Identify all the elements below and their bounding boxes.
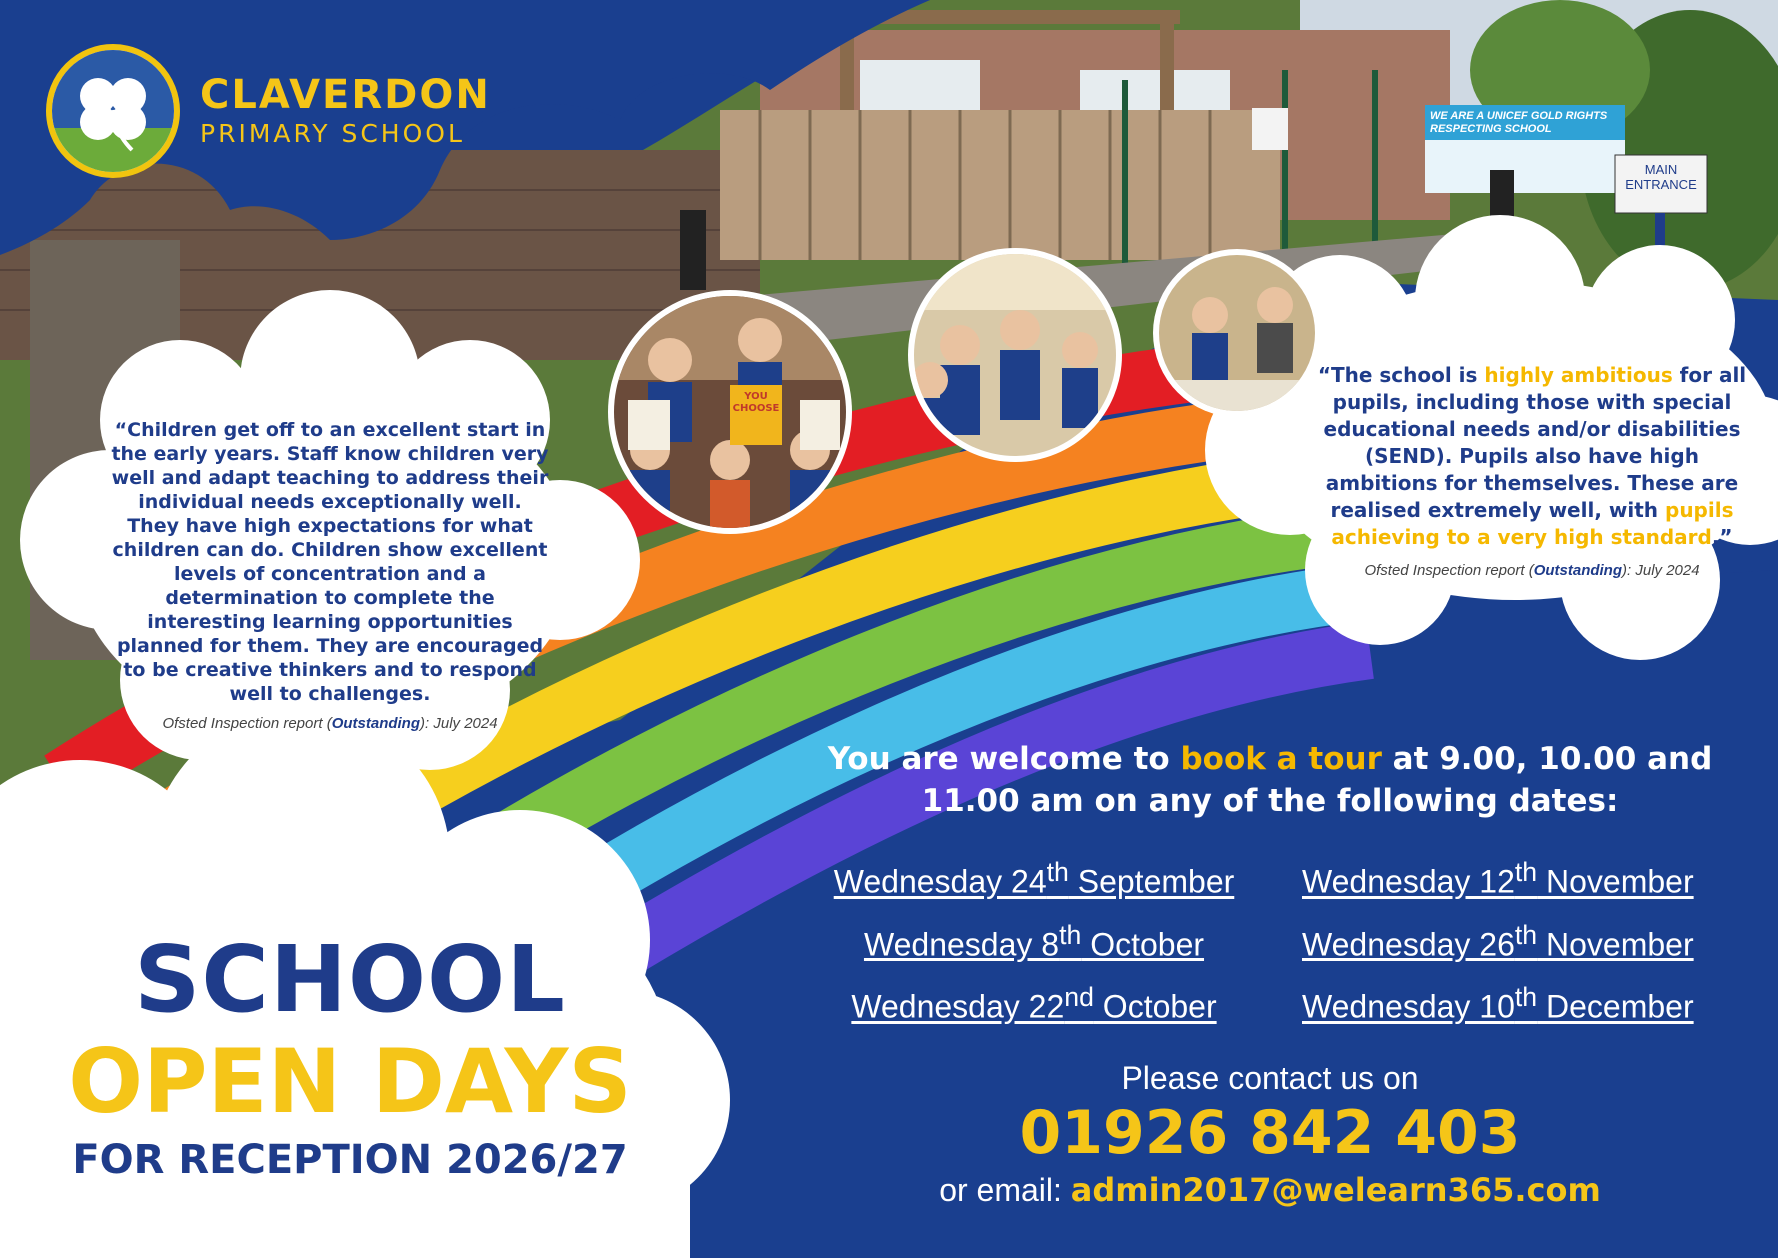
clover-logo-icon (46, 44, 180, 178)
left-quote-source: Ofsted Inspection report (Outstanding): July 2024 (162, 715, 498, 732)
tour-date[interactable]: Wednesday 26th November (1302, 919, 1694, 963)
tour-info (790, 738, 1750, 1212)
school-name-line2: PRIMARY SCHOOL (200, 119, 465, 148)
unicef-sign: WE ARE A UNICEF GOLD RIGHTS RESPECTING SCHOOL (1430, 110, 1608, 135)
tour-date[interactable]: Wednesday 8th October (863, 919, 1205, 963)
photo-circle-classroom (908, 248, 1122, 462)
email-line: or email: admin2017@welearn365.com (939, 1170, 1601, 1209)
right-quote-text: “The school is highly ambitious for all pupils, including those with special educational needs and/or disabilities (SEND). Pupils also have high ambitions for themselves. These are realised extremely well, with pupils achieving to a very high standard.” (1317, 363, 1747, 549)
tour-date[interactable]: Wednesday 24th September (833, 857, 1235, 900)
tour-dates (790, 850, 1750, 1030)
left-quote-text: “Children get off to an excellent start in the early years. Staff know children very well and adapt teaching to address their individual needs exceptionally well. They have high expectations for what children can do. Children show excellent levels of concentration and a determination to complete the interesting learning opportunities planned for them. They are encouraged to be creative thinkers and to respond well to challenges. (111, 419, 549, 705)
main-entrance-sign: MAIN ENTRANCE (1625, 162, 1697, 192)
tour-date[interactable]: Wednesday 22nd October (851, 982, 1217, 1025)
contact-label: Please contact us on (1121, 1059, 1419, 1096)
school-name-line1: CLAVERDON (200, 72, 491, 118)
open-days-title (40, 926, 660, 1186)
tour-date[interactable]: Wednesday 12th November (1302, 857, 1694, 900)
email-link[interactable]: admin2017@welearn365.com (1070, 1170, 1601, 1209)
right-ofsted-quote (1312, 362, 1752, 584)
tour-date[interactable]: Wednesday 10th December (1302, 982, 1694, 1025)
title-line-reception: FOR RECEPTION 2026/27 (72, 1137, 628, 1183)
school-logo (46, 44, 491, 178)
left-ofsted-quote (110, 418, 550, 736)
title-line-open-days: OPEN DAYS (68, 1030, 632, 1133)
title-line-school: SCHOOL (134, 926, 566, 1033)
right-quote-source: Ofsted Inspection report (Outstanding): July 2024 (1364, 562, 1700, 579)
tour-intro: You are welcome to book a tour at 9.00, 10.00 and 11.00 am on any of the following dates: (827, 741, 1713, 819)
phone-number[interactable]: 01926 842 403 (1019, 1097, 1521, 1168)
book-cover-text: YOU CHOOSE (732, 391, 780, 414)
